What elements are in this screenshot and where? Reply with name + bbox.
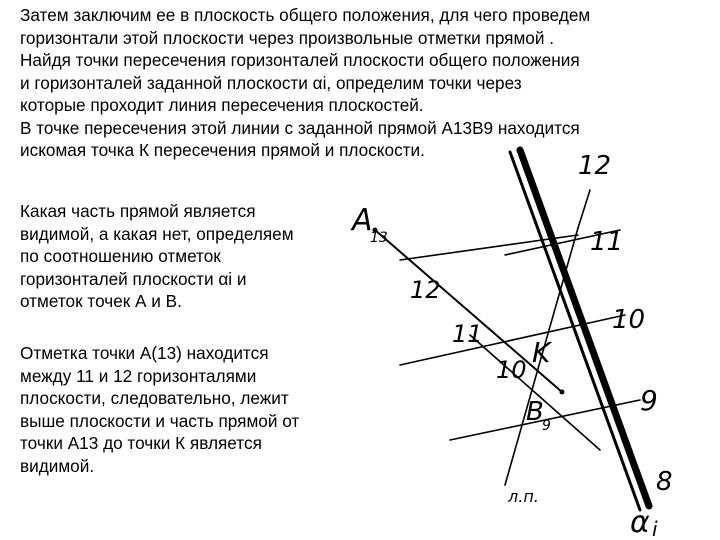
intersection-line-label: л.п. [508,487,539,506]
mark-paragraph: Отметка точки А(13) находится между 11 и 12 горизонталями плоскости, следовательно, лежит выше плоскости и часть прямой от точки А13 до точки К является видимой. [20,343,300,476]
aux-horizontal-12 [400,235,578,260]
left-label-12: 12 [410,276,441,304]
point-b-label: B [526,397,544,427]
visibility-paragraph: Какая часть прямой является видимой, а какая нет, определяем по соотношению отметок горизонталей плоскости αi и отметок точек А и В. [20,201,294,311]
right-label-9: 9 [640,384,658,417]
right-label-12: 12 [578,151,612,181]
point-b-index: 9 [542,418,551,434]
plane-label: α [630,505,650,540]
left-label-11: 11 [452,320,483,348]
point-k-marker [560,390,565,395]
right-label-10: 10 [612,305,646,335]
point-k-label: K [532,336,551,369]
intro-paragraph: Затем заключим ее в плоскость общего положения, для чего проведем горизонтали этой плоскости через произвольные отметки прямой . Найдя точки пересечения горизонталей плоскости общего положения и горизонталей заданной плоскости αi, определим точки через которые проходит линия пересечения плоскостей. В точке пересечения этой линии с заданной прямой А13В9 находится искомая точка К пересечения прямой и плоскости. [20,5,591,160]
right-label-8: 8 [656,467,673,497]
right-label-11: 11 [590,227,624,257]
geometry-drawing [340,130,720,540]
point-a-label: A [352,203,373,238]
plane-index: i [652,517,658,540]
point-a-index: 13 [370,230,388,246]
intersection-line-ext [578,190,590,228]
left-label-10: 10 [496,356,527,384]
